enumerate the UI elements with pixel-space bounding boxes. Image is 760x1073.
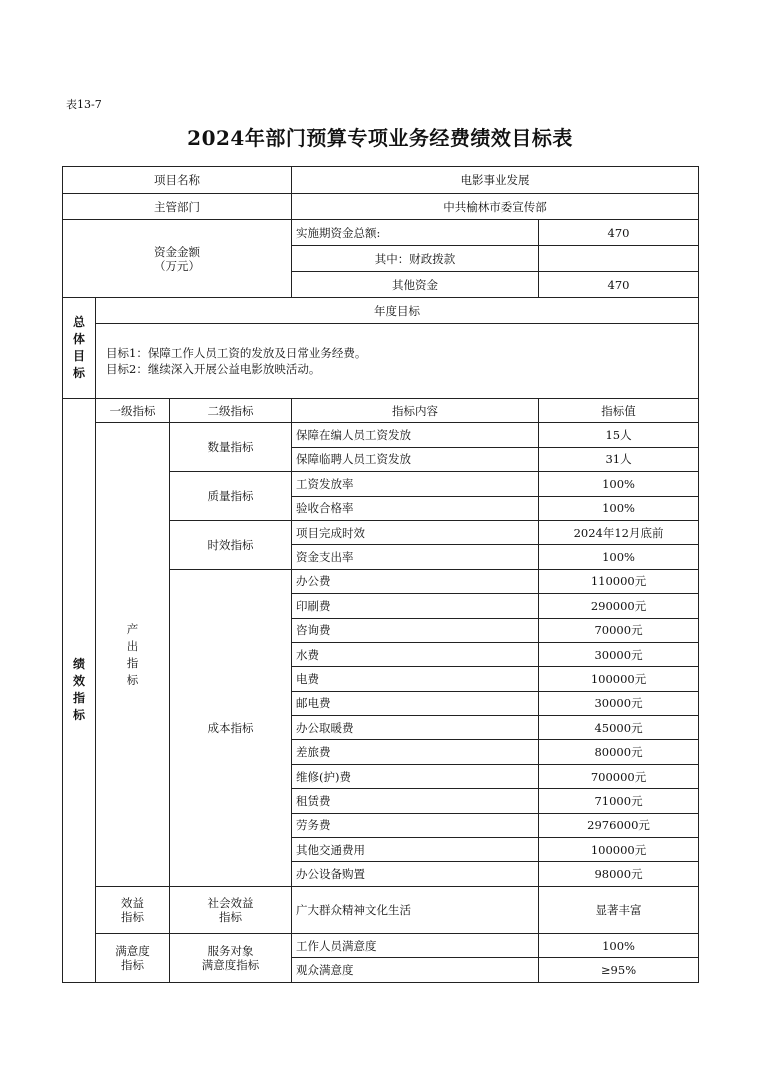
indicator-content: 其他交通费用 — [292, 838, 539, 862]
indicator-value: 700000元 — [539, 764, 699, 788]
other-funds-label: 其他资金 — [292, 272, 539, 298]
indicator-content: 劳务费 — [292, 813, 539, 837]
goals-text — [96, 324, 699, 399]
cost-indicator-label: 成本指标 — [170, 569, 292, 886]
indicator-content: 电费 — [292, 667, 539, 691]
header-content: 指标内容 — [292, 399, 539, 423]
goal-2: 目标2：继续深入开展公益电影放映活动。 — [106, 362, 321, 376]
project-name-value: 电影事业发展 — [292, 167, 699, 194]
page-title: 2024年部门预算专项业务经费绩效目标表 — [187, 126, 573, 150]
indicator-value: 290000元 — [539, 594, 699, 618]
indicator-value: ≥95% — [539, 958, 699, 982]
performance-table — [62, 166, 699, 983]
indicator-value: 100% — [539, 933, 699, 957]
indicator-content: 广大群众精神文化生活 — [292, 886, 539, 933]
department-row — [63, 194, 699, 220]
indicator-content: 办公设备购置 — [292, 862, 539, 886]
annual-goal-header-row — [63, 298, 699, 324]
indicator-value: 80000元 — [539, 740, 699, 764]
goals-row — [63, 324, 699, 399]
indicator-content: 咨询费 — [292, 618, 539, 642]
indicator-value: 30000元 — [539, 691, 699, 715]
indicator-content: 维修(护)费 — [292, 764, 539, 788]
indicator-content: 工作人员满意度 — [292, 933, 539, 957]
department-value: 中共榆林市委宣传部 — [292, 194, 699, 220]
quantity-indicator-label: 数量指标 — [170, 423, 292, 472]
indicator-content: 水费 — [292, 642, 539, 666]
indicator-content: 邮电费 — [292, 691, 539, 715]
indicator-content: 办公取暖费 — [292, 716, 539, 740]
indicator-content: 项目完成时效 — [292, 520, 539, 544]
header-level2: 二级指标 — [170, 399, 292, 423]
satisfaction-indicator-label: 满意度 指标 — [96, 933, 170, 982]
indicator-value: 100% — [539, 545, 699, 569]
total-funds-label: 实施期资金总额: — [292, 220, 539, 246]
timeliness-indicator-label: 时效指标 — [170, 520, 292, 569]
indicator-value: 100% — [539, 472, 699, 496]
indicator-value: 显著丰富 — [539, 886, 699, 933]
indicator-value: 70000元 — [539, 618, 699, 642]
header-level1: 一级指标 — [96, 399, 170, 423]
indicator-value: 45000元 — [539, 716, 699, 740]
service-satisfaction-indicator-label: 服务对象 满意度指标 — [170, 933, 292, 982]
indicator-value: 110000元 — [539, 569, 699, 593]
annual-goal-label: 年度目标 — [96, 298, 699, 324]
indicator-value: 2976000元 — [539, 813, 699, 837]
output-indicator-label: 产 出 指 标 — [96, 423, 170, 886]
table-row — [63, 886, 699, 933]
project-name-row — [63, 167, 699, 194]
indicator-value: 2024年12月底前 — [539, 520, 699, 544]
indicator-content: 观众满意度 — [292, 958, 539, 982]
indicator-value: 15人 — [539, 423, 699, 447]
table-number: 表13-7 — [66, 98, 102, 111]
performance-indicator-label: 绩 效 指 标 — [63, 399, 96, 983]
indicator-content: 保障临聘人员工资发放 — [292, 447, 539, 471]
goal-1: 目标1：保障工作人员工资的发放及日常业务经费。 — [106, 346, 367, 360]
social-benefit-indicator-label: 社会效益 指标 — [170, 886, 292, 933]
funds-total-row — [63, 220, 699, 246]
project-name-label: 项目名称 — [63, 167, 292, 194]
header-value: 指标值 — [539, 399, 699, 423]
indicator-content: 保障在编人员工资发放 — [292, 423, 539, 447]
funds-unit-text: （万元） — [154, 258, 201, 273]
benefit-indicator-label: 效益 指标 — [96, 886, 170, 933]
indicator-value: 98000元 — [539, 862, 699, 886]
table-row — [63, 423, 699, 447]
indicator-content: 印刷费 — [292, 594, 539, 618]
overall-goal-label: 总 体 目 标 — [63, 298, 96, 399]
funds-label — [63, 220, 292, 298]
indicator-content: 差旅费 — [292, 740, 539, 764]
indicator-content: 资金支出率 — [292, 545, 539, 569]
indicator-value: 100000元 — [539, 838, 699, 862]
indicator-value: 31人 — [539, 447, 699, 471]
indicator-value: 100000元 — [539, 667, 699, 691]
other-funds-value: 470 — [539, 272, 699, 298]
indicator-content: 办公费 — [292, 569, 539, 593]
fiscal-label: 其中：财政拨款 — [292, 246, 539, 272]
table-row — [63, 933, 699, 957]
indicator-content: 验收合格率 — [292, 496, 539, 520]
department-label: 主管部门 — [63, 194, 292, 220]
fiscal-value — [539, 246, 699, 272]
total-funds-value: 470 — [539, 220, 699, 246]
indicator-value: 30000元 — [539, 642, 699, 666]
indicator-value: 100% — [539, 496, 699, 520]
quality-indicator-label: 质量指标 — [170, 472, 292, 521]
indicator-content: 租赁费 — [292, 789, 539, 813]
indicator-value: 71000元 — [539, 789, 699, 813]
funds-label-text: 资金金额 — [154, 244, 201, 259]
indicator-header-row — [63, 399, 699, 423]
indicator-content: 工资发放率 — [292, 472, 539, 496]
